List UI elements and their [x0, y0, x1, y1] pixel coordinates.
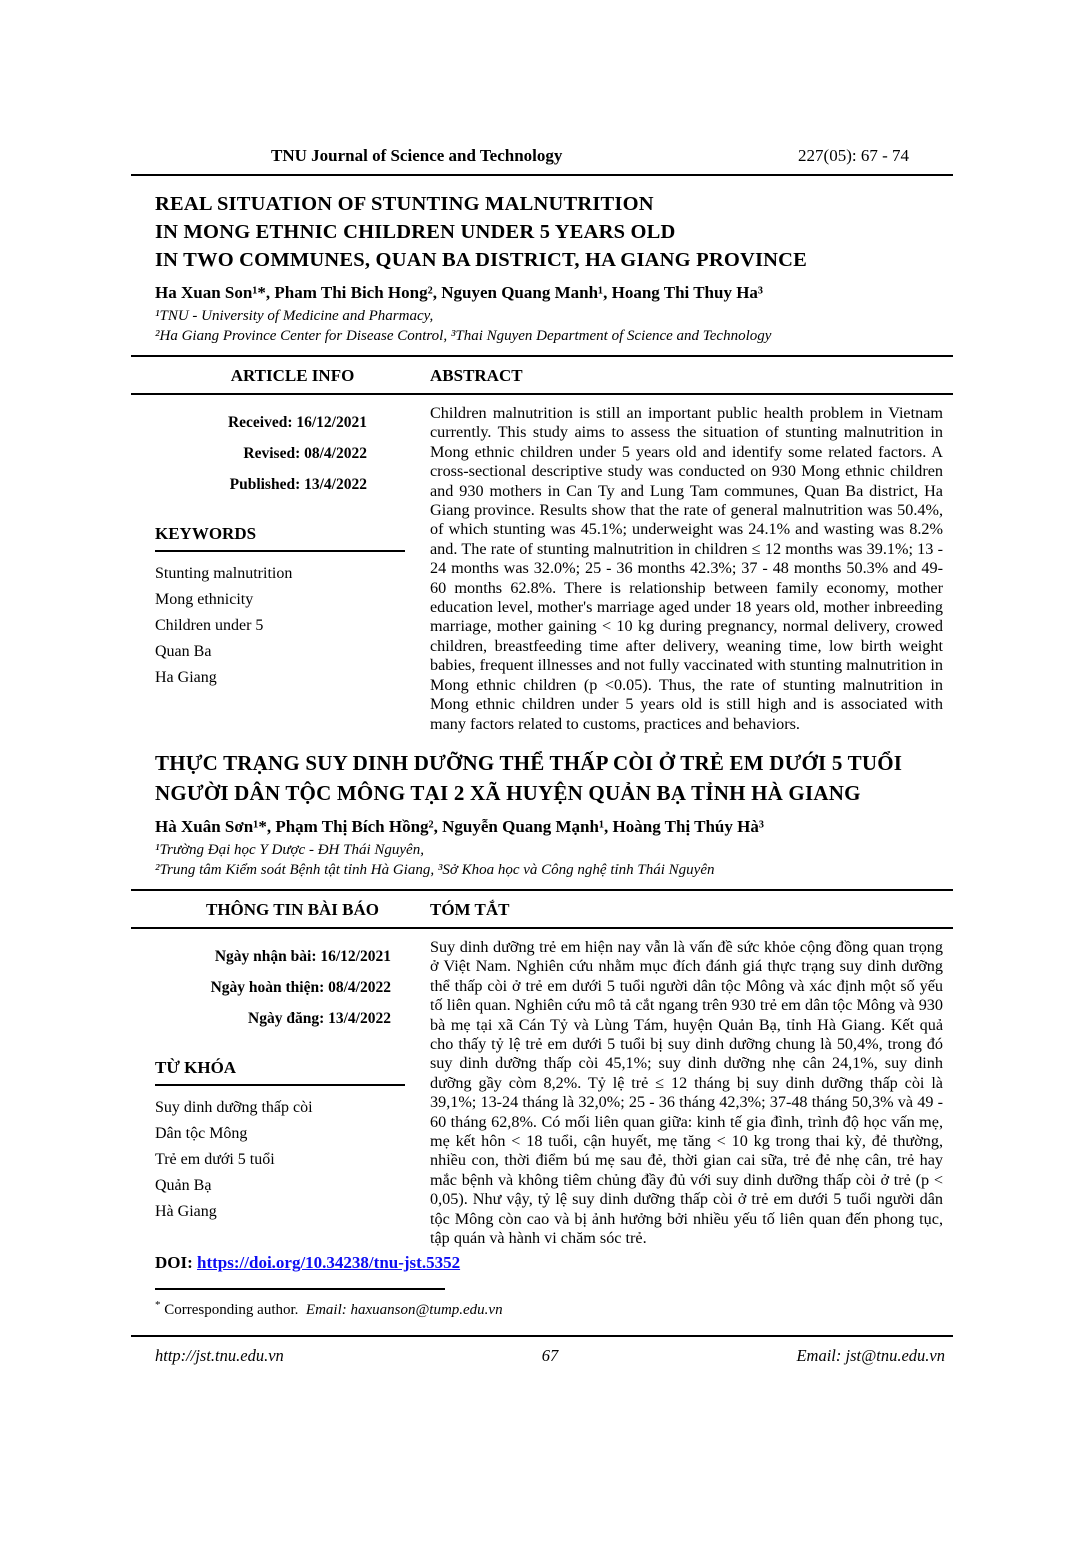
issue-info: 227(05): 67 - 74 — [798, 146, 909, 165]
title-line-1: REAL SITUATION OF STUNTING MALNUTRITION — [155, 193, 654, 215]
abstract-text-english: Children malnutrition is still an important public health problem in Vietnam currently. This study aims to assess the situation of stunting malnutrition in Mong ethnic children under 5 years old and identify some related factors. A cross-sectional descriptive study was conducted on 930 Mong ethnic children and 930 mothers in Can Ty and Lung Tam communes, Quan Ba district, Ha Giang province. Results show that the rate of general malnutrition was 50.4%, of which stunting was 45.1%; underweight was 24.1% and wasting was 8.2% and. The rate of stunting malnutrition in children ≤ 12 months was 39.1%; 13 - 24 months was 32.0%; 25 - 36 months 42.3%; 37 - 48 months 50.3% and 49-60 months 62.8%. There is relationship between family economy, mother education level, mother's marriage aged under 18 years old, mother inbreeding marriage, mother gaining < 10 kg during pregnancy, normal delivery, crowed children, breastfeeding time after delivery, weaning time, low birth weight babies, frequent illnesses and not fully vaccinated with stunting malnutrition in Mong ethnic children (p <0.05). Thus, the rate of stunting malnutrition in Mong ethnic children under 5 years old is still high and is associated with many factors related to customs, practices and behaviors. — [430, 404, 943, 733]
footnote-marker: * — [155, 1299, 161, 1312]
affiliation-2: ²Ha Giang Province Center for Disease Control, ³Thai Nguyen Department of Science and Technology — [155, 328, 772, 344]
authors-english: Ha Xuan Son¹*, Pham Thi Bich Hong², Nguyen Quang Manh¹, Hoang Thi Thuy Ha³ — [155, 283, 764, 302]
affiliation-vi-1: ¹Trường Đại học Y Dược - ĐH Thái Nguyên, — [155, 841, 424, 858]
doi-link[interactable]: https://doi.org/10.34238/tnu-jst.5352 — [197, 1253, 461, 1273]
keyword-item: Dân tộc Mông — [155, 1124, 248, 1142]
tom-tat-header: TÓM TẮT — [430, 891, 953, 929]
keyword-item: Children under 5 — [155, 617, 264, 634]
footnote-separator — [155, 1288, 445, 1290]
thong-tin-tom-tat-table — [131, 891, 953, 1249]
tu-khoa-list — [155, 1095, 390, 1225]
keyword-item: Suy dinh dưỡng thấp còi — [155, 1098, 313, 1116]
keyword-item: Hà Giang — [155, 1202, 217, 1220]
page-number: 67 — [541, 1346, 559, 1366]
keywords-header: KEYWORDS — [155, 524, 405, 552]
page-footer — [131, 1335, 953, 1366]
keyword-item: Quản Bạ — [155, 1176, 212, 1194]
keyword-item: Trẻ em dưới 5 tuổi — [155, 1150, 275, 1168]
doi-row — [131, 1253, 953, 1273]
doi-label: DOI: — [155, 1253, 193, 1273]
article-info-abstract-table — [131, 357, 953, 734]
article-info-column — [131, 395, 430, 734]
revised-date: Revised: 08/4/2022 — [243, 445, 367, 462]
footer-journal-url: http://jst.tnu.edu.vn — [155, 1346, 284, 1366]
ngay-dang: Ngày đăng: 13/4/2022 — [248, 1009, 391, 1027]
affiliations-vietnamese — [131, 840, 953, 891]
title-line-3: IN TWO COMMUNES, QUAN BA DISTRICT, HA GIANG PROVINCE — [155, 249, 808, 271]
tu-khoa-header: TỪ KHÓA — [155, 1058, 405, 1086]
affiliation-1: ¹TNU - University of Medicine and Pharmacy, — [155, 308, 434, 324]
footer-journal-email: Email: jst@tnu.edu.vn — [796, 1346, 945, 1366]
article-info-header: ARTICLE INFO — [131, 357, 430, 395]
received-date: Received: 16/12/2021 — [227, 414, 367, 431]
thong-tin-column — [131, 929, 430, 1249]
abstract-header: ABSTRACT — [430, 357, 953, 395]
article-title-english — [131, 190, 953, 274]
keyword-item: Quan Ba — [155, 643, 212, 660]
running-head — [131, 146, 953, 176]
article-page — [131, 146, 953, 1366]
affiliation-vi-2: ²Trung tâm Kiểm soát Bệnh tật tỉnh Hà Giang, ³Sở Khoa học và Công nghệ tỉnh Thái Nguyên — [155, 861, 715, 878]
journal-title: TNU Journal of Science and Technology — [271, 146, 563, 165]
keyword-item: Mong ethnicity — [155, 591, 254, 608]
keyword-item: Stunting malnutrition — [155, 565, 293, 582]
corresponding-author-note — [131, 1299, 953, 1319]
keyword-item: Ha Giang — [155, 669, 217, 686]
published-date: Published: 13/4/2022 — [229, 476, 367, 493]
article-title-vietnamese — [131, 748, 953, 808]
corresponding-email: Email: haxuanson@tump.edu.vn — [305, 1302, 503, 1319]
title-vi-line-2: NGƯỜI DÂN TỘC MÔNG TẠI 2 XÃ HUYỆN QUẢN BẠ TỈNH HÀ GIANG — [155, 780, 861, 805]
authors-vietnamese: Hà Xuân Sơn¹*, Phạm Thị Bích Hồng², Nguyễn Quang Mạnh¹, Hoàng Thị Thúy Hà³ — [155, 816, 764, 836]
footnote-text: Corresponding author. — [164, 1302, 299, 1319]
affiliations-english — [131, 306, 953, 357]
ngay-hoan-thien: Ngày hoàn thiện: 08/4/2022 — [210, 978, 391, 996]
title-vi-line-1: THỰC TRẠNG SUY DINH DƯỠNG THỂ THẤP CÒI Ở TRẺ EM DƯỚI 5 TUỔI — [155, 750, 903, 775]
keywords-list — [155, 561, 390, 691]
abstract-text-vietnamese: Suy dinh dưỡng trẻ em hiện nay vẫn là vấn đề sức khỏe cộng đồng quan trọng ở Việt Nam. Nghiên cứu nhằm mục đích đánh giá thực trạng suy dinh dưỡng thể thấp còi ở trẻ em dưới 5 tuổi người dân tộc Mông và xác định một số yếu tố liên quan. Nghiên cứu mô tả cắt ngang trên 930 trẻ em dân tộc Mông và 930 bà mẹ tại xã Cán Tỷ và Lùng Tám, huyện Quản Bạ, tỉnh Hà Giang. Kết quả cho thấy tỷ lệ trẻ em dưới 5 tuổi bị suy dinh dưỡng chung là 50,4%, trong đó suy dinh dưỡng thấp còi 45,1%; suy dinh dưỡng nhẹ cân 24,1%, suy dinh dưỡng gầy còm 8,2%. Tỷ lệ trẻ ≤ 12 tháng bị suy dinh dưỡng thấp còi là 39,1%; 13-24 tháng là 32,0%; 25 - 36 tháng 42,3%; 37-48 tháng 50,3% và 49 - 60 tháng 62,8%. Có mối liên quan giữa: kinh tế gia đình, trình độ học vấn mẹ, mẹ kết hôn < 18 tuổi, cận huyết, mẹ tăng < 10 kg trong thai kỳ, đẻ thường, nhiều con, thời điểm bú mẹ sau đẻ, thời gian cai sữa, trẻ đẻ nhẹ cân, trẻ hay mắc bệnh và không tiêm chủng đầy đủ với suy dinh dưỡng thấp còi ở trẻ (p < 0,05). Như vậy, tỷ lệ suy dinh dưỡng thấp còi ở trẻ em dưới 5 tuổi người dân tộc Mông còn cao và bị ảnh hưởng bởi nhiều yếu tố liên quan đến phong tục, tập quán và hành vi chăm sóc trẻ. — [430, 937, 943, 1247]
ngay-nhan-bai: Ngày nhận bài: 16/12/2021 — [214, 947, 391, 965]
title-line-2: IN MONG ETHNIC CHILDREN UNDER 5 YEARS OLD — [155, 221, 676, 243]
thong-tin-header: THÔNG TIN BÀI BÁO — [131, 891, 430, 929]
